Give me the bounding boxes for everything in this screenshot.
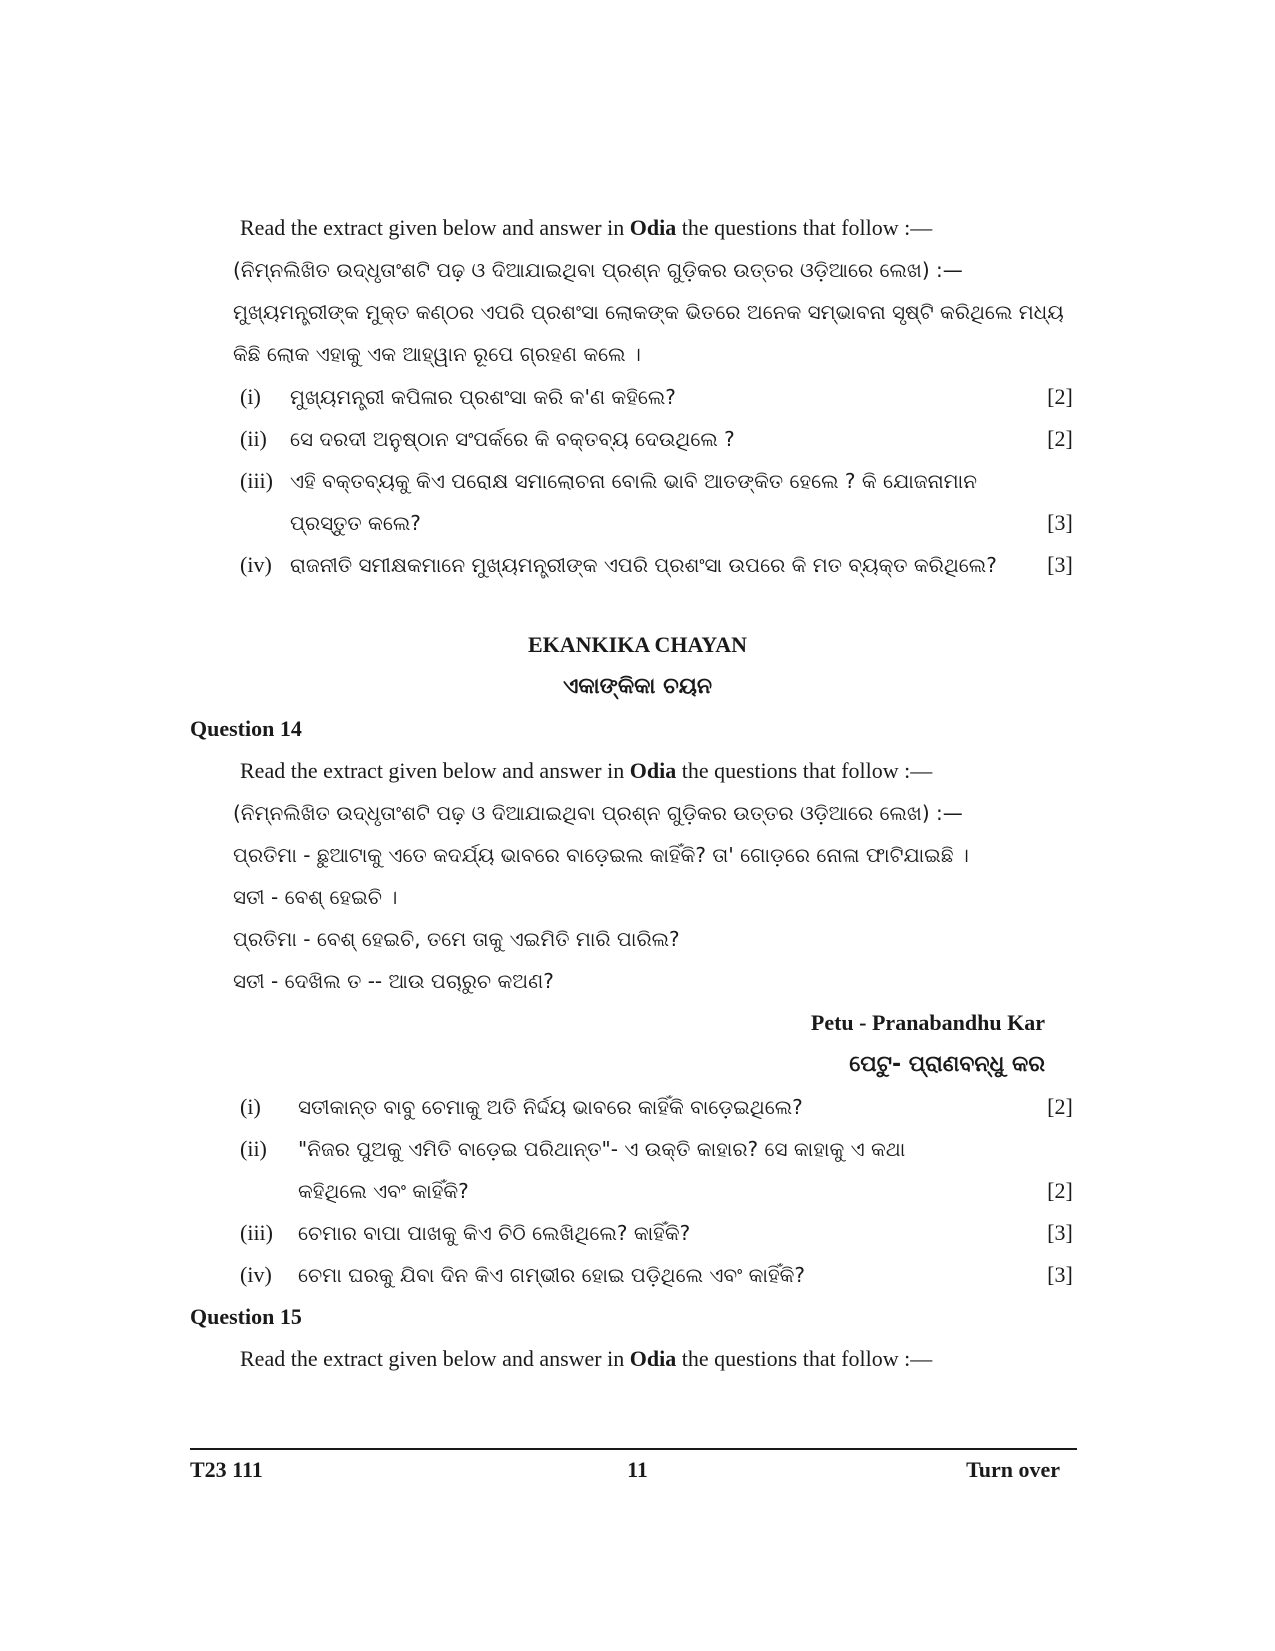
instruction-text-end: the questions that follow :— <box>676 1346 933 1371</box>
instruction-bold-odia: Odia <box>629 758 677 783</box>
instruction-text-end: the questions that follow :— <box>676 215 933 240</box>
question-marks: [2] <box>1047 384 1073 409</box>
q14-extract-line-2: ସତୀ - ବେଶ୍ ହେଇଚି । <box>233 885 398 909</box>
q14-extract-line-3: ପ୍ରତିମା - ବେଶ୍ ହେଇଚି, ତମେ ତାକୁ ଏଇମିତି ମାରି ପାରିଲ? <box>233 927 680 951</box>
instruction-text: Read the extract given below and answer in <box>240 215 630 240</box>
question-15-heading: Question 15 <box>190 1304 302 1329</box>
instruction-text-end: the questions that follow :— <box>676 758 933 783</box>
question-text: ଚେମା ଘରକୁ ଯିବା ଦିନ କିଏ ଗମ୍ଭୀର ହୋଇ ପଡ଼ିଥିଲେ ଏବଂ କାହିଁକି? <box>298 1263 806 1287</box>
block1-extract-line-1: ମୁଖ୍ୟମନ୍ତ୍ରୀଙ୍କ ମୁକ୍ତ କଣ୍ଠର ଏପରି ପ୍ରଶଂସା ଲୋକଙ୍କ ଭିତରେ ଅନେକ ସମ୍ଭାବନା ସୃଷ୍ଟି କରିଥିଲେ ମଧ୍ୟ <box>233 300 1064 324</box>
question-marks: [3] <box>1047 1220 1073 1245</box>
question-text: ରାଜନୀତି ସମୀକ୍ଷକମାନେ ମୁଖ୍ୟମନ୍ତ୍ରୀଙ୍କ ଏପରି ପ୍ରଶଂସା ଉପରେ କି ମତ ବ୍ୟକ୍ତ କରିଥିଲେ? <box>290 553 997 577</box>
question-text: ଚେମାର ବାପା ପାଖକୁ କିଏ ଚିଠି ଲେଖିଥିଲେ? କାହିଁକି? <box>298 1221 691 1245</box>
paper-code: T23 111 <box>190 1457 263 1482</box>
question-number: (ii) <box>240 1136 267 1161</box>
question-text-continued: ପ୍ରସ୍ତୁତ କଲେ? <box>290 511 421 535</box>
question-text: "ନିଜର ପୁଅକୁ ଏମିତି ବାଡ଼େଇ ପରିଥାନ୍ତ"- ଏ ଉକ୍ତି କାହାର? ସେ କାହାକୁ ଏ କଥା <box>298 1137 906 1161</box>
question-text: ଏହି ବକ୍ତବ୍ୟକୁ କିଏ ପରୋକ୍ଷ ସମାଲୋଚନା ବୋଲି ଭାବି ଆତଙ୍କିତ ହେଲେ ? କି ଯୋଜନାମାନ <box>290 469 977 493</box>
question-marks: [2] <box>1047 426 1073 451</box>
section-title: EKANKIKA CHAYAN <box>527 632 748 657</box>
question-14-heading: Question 14 <box>190 716 302 741</box>
q14-extract-line-4: ସତୀ - ଦେଖିଲ ତ -- ଆଉ ପଚାରୁଚ କଅଣ? <box>233 969 554 993</box>
footer-divider <box>190 1448 1077 1450</box>
turn-over-label: Turn over <box>966 1457 1060 1482</box>
q14-odia-instruction: (ନିମ୍ନଲିଖିତ ଉଦ୍ଧୃତାଂଶଟି ପଢ଼ ଓ ଦିଆଯାଇଥିବା ପ୍ରଶ୍ନ ଗୁଡ଼ିକର ଉତ୍ତର ଓଡ଼ିଆରେ ଲେଖ) :— <box>233 801 963 825</box>
block1-instruction <box>240 213 932 243</box>
q14-instruction <box>240 756 932 786</box>
question-marks: [2] <box>1047 1178 1073 1203</box>
block1-odia-instruction: (ନିମ୍ନଲିଖିତ ଉଦ୍ଧୃତାଂଶଟି ପଢ଼ ଓ ଦିଆଯାଇଥିବା ପ୍ରଶ୍ନ ଗୁଡ଼ିକର ଉତ୍ତର ଓଡ଼ିଆରେ ଲେଖ) :— <box>233 258 963 282</box>
question-text: ମୁଖ୍ୟମନ୍ତ୍ରୀ କପିଳାର ପ୍ରଶଂସା କରି କ'ଣ କହିଲେ? <box>290 385 676 409</box>
question-text-continued: କହିଥିଲେ ଏବଂ କାହିଁକି? <box>298 1179 469 1203</box>
question-number: (iv) <box>240 1262 272 1287</box>
question-marks: [2] <box>1047 1094 1073 1119</box>
question-number: (iv) <box>240 552 272 577</box>
question-marks: [3] <box>1047 552 1073 577</box>
question-number: (ii) <box>240 426 267 451</box>
page-number: 11 <box>627 1457 648 1482</box>
question-number: (iii) <box>240 468 273 493</box>
instruction-bold-odia: Odia <box>629 215 677 240</box>
section-title-odia: ଏକାଙ୍କିକା ଚୟନ <box>562 674 713 699</box>
instruction-bold-odia: Odia <box>629 1346 677 1371</box>
q14-extract-line-1: ପ୍ରତିମା - ଛୁଆଟାକୁ ଏତେ କଦର୍ଯ୍ୟ ଭାବରେ ବାଡ଼େଇଲ କାହିଁକି? ତା' ଗୋଡ଼ରେ ନୋଳା ଫାଟିଯାଇଛି । <box>233 843 969 867</box>
question-number: (iii) <box>240 1220 273 1245</box>
question-text: ସେ ଦରଦୀ ଅନୁଷ୍ଠାନ ସଂପର୍କରେ କି ବକ୍ତବ୍ୟ ଦେଉଥିଲେ ? <box>290 427 735 451</box>
q14-source-odia: ପେଟୁ- ପ୍ରାଣବନ୍ଧୁ କର <box>849 1052 1045 1077</box>
instruction-text: Read the extract given below and answer in <box>240 758 630 783</box>
question-number: (i) <box>240 384 261 409</box>
question-number: (i) <box>240 1094 261 1119</box>
q15-instruction <box>240 1344 932 1374</box>
q14-source: Petu - Pranabandhu Kar <box>810 1010 1045 1035</box>
question-marks: [3] <box>1047 510 1073 535</box>
question-text: ସତୀକାନ୍ତ ବାବୁ ଚେମାକୁ ଅତି ନିର୍ଦ୍ଦୟ ଭାବରେ କାହିଁକି ବାଡ଼େଇଥିଲେ? <box>298 1095 803 1119</box>
block1-extract-line-2: କିଛି ଲୋକ ଏହାକୁ ଏକ ଆହ୍ୱାନ ରୂପେ ଗ୍ରହଣ କଲେ । <box>233 342 641 366</box>
question-marks: [3] <box>1047 1262 1073 1287</box>
instruction-text: Read the extract given below and answer in <box>240 1346 630 1371</box>
